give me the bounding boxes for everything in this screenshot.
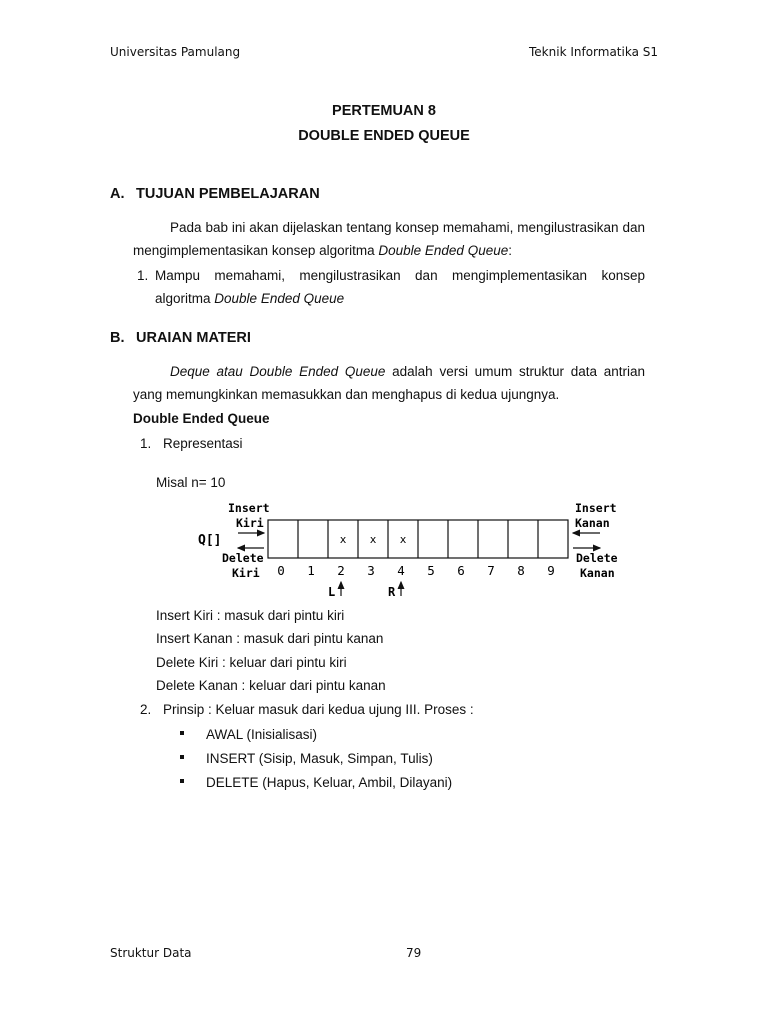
def-insert-kiri: Insert Kiri : masuk dari pintu kiri — [156, 608, 345, 623]
section-a-intro — [133, 216, 645, 262]
section-a-title: TUJUAN PEMBELAJARAN — [136, 186, 320, 202]
insert-kiri-label-2: Kiri — [236, 516, 264, 530]
item1-number: 1. — [140, 436, 152, 451]
section-a-heading — [110, 186, 320, 202]
header-left: Universitas Pamulang — [110, 45, 241, 59]
section-b-title: URAIAN MATERI — [136, 330, 251, 346]
delete-kanan-label-1: Delete — [576, 551, 618, 565]
cell-index: 3 — [367, 563, 375, 578]
cell-index: 7 — [487, 563, 495, 578]
cell-mark: x — [399, 533, 407, 546]
delete-kiri-label-1: Delete — [222, 551, 264, 565]
cell-index: 1 — [307, 563, 315, 578]
page-title: PERTEMUAN 8 — [332, 103, 436, 119]
page-subtitle: DOUBLE ENDED QUEUE — [298, 128, 470, 144]
bullet-item — [180, 775, 452, 790]
bullet-item — [180, 727, 317, 742]
deque-diagram — [190, 498, 630, 602]
item2-number: 2. — [140, 702, 152, 717]
cell-index: 4 — [397, 563, 405, 578]
delete-kanan-label-2: Kanan — [580, 566, 615, 580]
bullet-item — [180, 751, 433, 766]
misal-text: Misal n= 10 — [156, 475, 226, 490]
cell-indices — [277, 563, 555, 578]
footer-left: Struktur Data — [110, 946, 192, 960]
section-b-letter: B. — [110, 330, 125, 346]
bullet-text: INSERT (Sisip, Masuk, Simpan, Tulis) — [206, 751, 433, 766]
cell-index: 0 — [277, 563, 285, 578]
intro-colon: : — [508, 243, 512, 258]
header-right: Teknik Informatika S1 — [529, 45, 658, 59]
intro-text: Pada bab ini akan dijelaskan tentang konsep memahami, mengilustrasikan dan mengimplementasikan konsep algoritma — [133, 220, 645, 258]
deque-definition: adalah versi umum struktur data antrian yang memungkinkan memasukkan dan menghapus di kedua ujungnya. — [133, 364, 645, 402]
left-pointer-label: L — [328, 585, 336, 599]
insert-kanan-label-2: Kanan — [575, 516, 610, 530]
objective-text: Mampu memahami, mengilustrasikan dan mengimplementasikan konsep algoritma — [155, 268, 645, 306]
def-delete-kiri: Delete Kiri : keluar dari pintu kiri — [156, 655, 347, 670]
bullet-text: AWAL (Inisialisasi) — [206, 727, 318, 742]
item1-label: Representasi — [163, 436, 243, 451]
deque-italic-term: Deque atau Double Ended Queue — [170, 364, 386, 379]
item2-label: Prinsip : Keluar masuk dari kedua ujung III. Proses : — [163, 702, 474, 717]
section-a-letter: A. — [110, 186, 125, 202]
def-insert-kanan: Insert Kanan : masuk dari pintu kanan — [156, 631, 384, 646]
bullet-text: DELETE (Hapus, Keluar, Ambil, Dilayani) — [206, 775, 453, 790]
insert-kiri-label-1: Insert — [228, 501, 270, 515]
bullet-square-icon — [180, 779, 184, 783]
right-pointer-label: R — [388, 585, 396, 599]
objective-number: 1. — [137, 268, 149, 283]
objective-italic-term: Double Ended Queue — [214, 291, 345, 306]
objective-item — [155, 264, 645, 310]
subheading: Double Ended Queue — [133, 411, 270, 426]
page-number: 79 — [406, 946, 422, 960]
delete-kiri-label-2: Kiri — [232, 566, 260, 580]
insert-kanan-label-1: Insert — [575, 501, 617, 515]
def-delete-kanan: Delete Kanan : keluar dari pintu kanan — [156, 678, 386, 693]
cell-dividers — [298, 520, 538, 558]
queue-label: Q[] — [198, 533, 222, 548]
bullet-square-icon — [180, 755, 184, 759]
intro-italic-term: Double Ended Queue — [378, 243, 509, 258]
cell-mark: x — [339, 533, 347, 546]
cell-index: 6 — [457, 563, 465, 578]
cell-marks — [340, 533, 407, 546]
bullet-square-icon — [180, 731, 184, 735]
section-b-intro — [133, 360, 645, 406]
cell-index: 2 — [337, 563, 345, 578]
cell-index: 8 — [517, 563, 525, 578]
cell-mark: x — [369, 533, 377, 546]
cell-index: 5 — [427, 563, 435, 578]
section-b-heading — [110, 330, 251, 346]
cell-index: 9 — [547, 563, 555, 578]
